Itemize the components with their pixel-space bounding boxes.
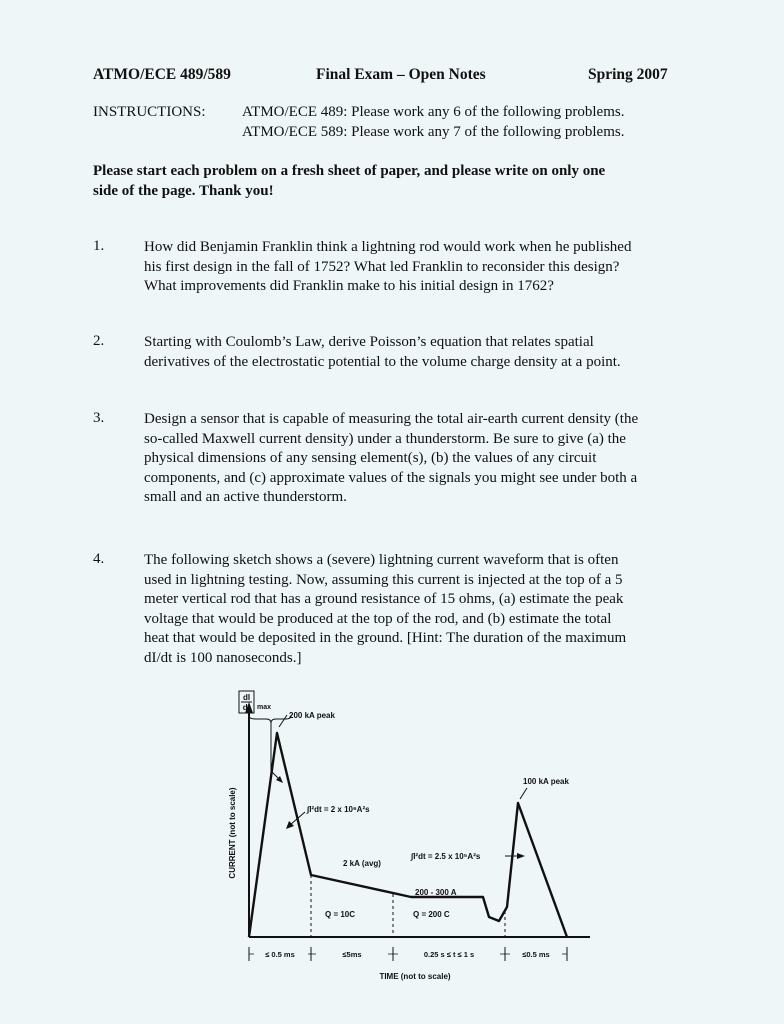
instructions-line-589: ATMO/ECE 589: Please work any 7 of the following problems. <box>242 124 625 140</box>
charge-1-label: Q = 10C <box>325 910 356 919</box>
leader-line <box>279 715 287 727</box>
didt-brace <box>249 716 291 723</box>
problem-line: What improvements did Franklin make to his initial design in 1762? <box>144 278 554 295</box>
problem-line: so-called Maxwell current density) under a thunderstorm. Be sure to give (a) the <box>144 430 626 447</box>
problem-line: small and an active thunderstorm. <box>144 489 347 506</box>
duration-1-label: ≤ 0.5 ms <box>265 950 295 959</box>
problem-line: How did Benjamin Franklin think a lightning rod would work when he published <box>144 239 632 255</box>
problem-line: physical dimensions of any sensing element(s), (b) the values of any circuit <box>144 450 597 467</box>
notice-line: Please start each problem on a fresh sheet of paper, and please write on only one <box>93 163 606 179</box>
problem-line: The following sketch shows a (severe) lightning current waveform that is often <box>144 552 619 568</box>
problem-line: derivatives of the electrostatic potential to the volume charge density at a point. <box>144 353 621 370</box>
y-axis-label: CURRENT (not to scale) <box>228 787 237 879</box>
problem-4-text <box>144 551 694 669</box>
problem-line: Design a sensor that is capable of measuring the total air-earth current density (the <box>144 411 639 427</box>
problem-1-text <box>144 238 694 297</box>
problem-line: components, and (c) approximate values of the signals you might see under both a <box>144 469 638 486</box>
problem-3-text <box>144 410 694 508</box>
notice <box>93 161 693 201</box>
problem-number: 2. <box>93 333 105 349</box>
problem-line: his first design in the fall of 1752? What led Franklin to reconsider this design? <box>144 258 620 275</box>
peak-1-label: 200 kA peak <box>289 711 335 720</box>
course-code: ATMO/ECE 489/589 <box>93 66 231 83</box>
integral-2-label: ∫I²dt = 2.5 x 10⁵A²s <box>411 852 481 861</box>
integral-1-label: ∫I²dt = 2 x 10⁶A²s <box>307 805 370 814</box>
notice-line: side of the page. Thank you! <box>93 183 274 199</box>
instructions-label: INSTRUCTIONS: <box>93 104 206 120</box>
duration-4-label: ≤0.5 ms <box>522 950 550 959</box>
problem-line: meter vertical rod that has a ground resistance of 15 ohms, (a) estimate the peak <box>144 591 624 608</box>
x-axis-label: TIME (not to scale) <box>379 972 451 981</box>
leader-line <box>520 788 527 799</box>
continuing-current-label: 200 - 300 A <box>415 888 457 897</box>
duration-2-label: ≤5ms <box>342 950 362 959</box>
problem-line: dI/dt is 100 nanoseconds.] <box>144 649 302 666</box>
charge-2-label: Q = 200 C <box>413 910 450 919</box>
instructions-line-489: ATMO/ECE 489: Please work any 6 of the following problems. <box>242 104 625 120</box>
waveform-curve <box>249 733 567 937</box>
problem-line: used in lightning testing. Now, assuming this current is injected at the top of a 5 <box>144 571 623 588</box>
peak-2-label: 100 kA peak <box>523 777 569 786</box>
problem-line: heat that would be deposited in the ground. [Hint: The duration of the maximum <box>144 630 627 647</box>
lightning-waveform-figure <box>215 685 605 990</box>
exam-term: Spring 2007 <box>588 66 668 83</box>
arrowhead <box>517 853 525 859</box>
problem-number: 3. <box>93 410 105 426</box>
problem-line: voltage that would be produced at the top of the rod, and (b) estimate the total <box>144 610 612 627</box>
didt-denominator: dt <box>242 703 251 712</box>
problem-2-text <box>144 333 694 372</box>
duration-3-label: 0.25 s ≤ t ≤ 1 s <box>423 950 475 959</box>
exam-title: Final Exam – Open Notes <box>316 66 486 83</box>
didt-max-label: max <box>257 704 272 711</box>
problem-line: Starting with Coulomb’s Law, derive Poisson’s equation that relates spatial <box>144 334 594 350</box>
problem-number: 1. <box>93 238 105 254</box>
avg-current-label: 2 kA (avg) <box>343 859 381 868</box>
didt-numerator: dI <box>242 693 251 702</box>
problem-number: 4. <box>93 551 105 567</box>
